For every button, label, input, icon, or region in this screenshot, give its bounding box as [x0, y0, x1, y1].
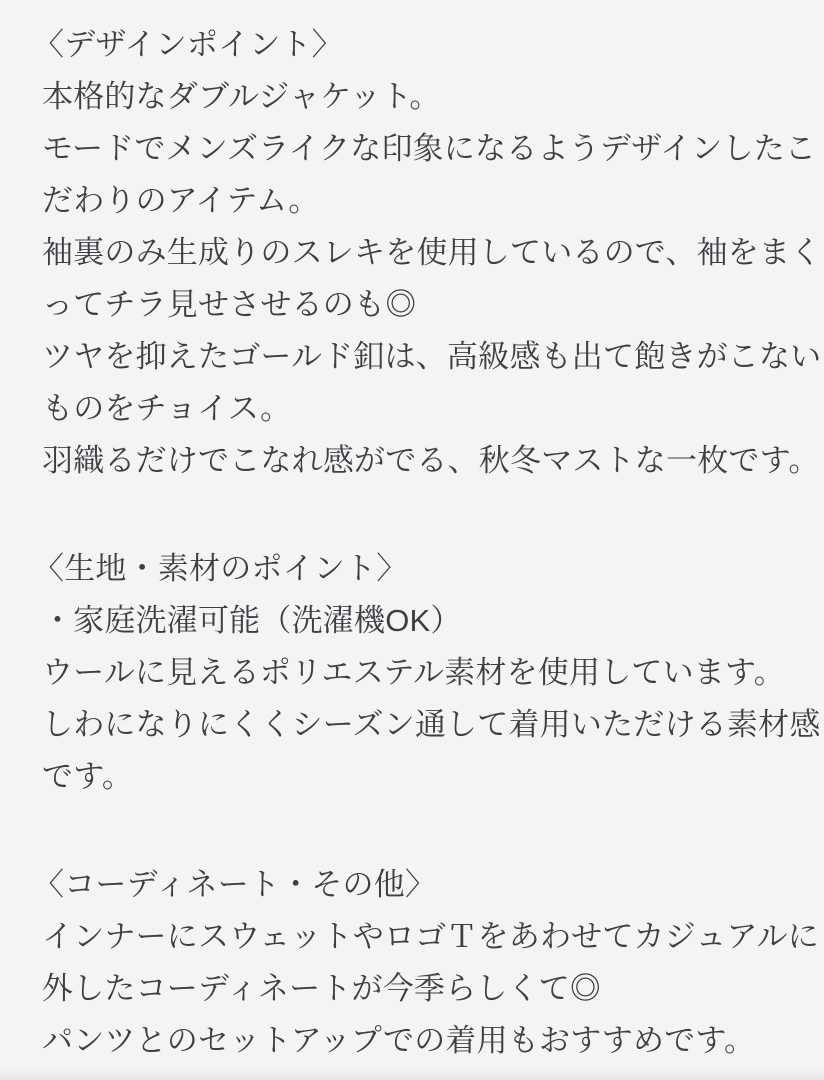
text-line: です。 [42, 759, 134, 794]
text-line: 羽織るだけでこなれ感がでる、秋冬マストな一枚です。 [42, 443, 820, 478]
description-section [28, 859, 819, 1067]
text-line: ってチラ見せさせるのも◎ [42, 287, 417, 322]
description-section [28, 19, 822, 487]
text-line: 袖裏のみ生成りのスレキを使用しているので、袖をまく [42, 235, 822, 270]
text-line: 本格的なダブルジャケット。 [42, 79, 441, 114]
text-line: しわになりにくくシーズン通して着用いただける素材感 [42, 707, 821, 742]
section-heading: 〈コーディネート・その他〉 [33, 867, 437, 902]
text-line: パンツとのセットアップでの着用もおすすめです。 [42, 1023, 756, 1058]
section-heading: 〈生地・素材のポイント〉 [33, 551, 408, 586]
bottom-edge-divider [0, 1066, 824, 1080]
section-heading: 〈デザインポイント〉 [33, 27, 343, 62]
text-line: ウールに見えるポリエステル素材を使用しています。 [42, 655, 785, 690]
text-line: ものをチョイス。 [42, 391, 292, 426]
description-section [28, 543, 821, 803]
text-line: モードでメンズライクな印象になるようデザインしたこ [42, 131, 817, 166]
text-line: ・家庭洗濯可能（洗濯機OK） [42, 603, 462, 638]
text-line: だわりのアイテム。 [42, 183, 320, 218]
text-line: ツヤを抑えたゴールド釦は、高級感も出て飽きがこない [42, 339, 822, 374]
text-line: インナーにスウェットやロゴＴをあわせてカジュアルに [42, 919, 819, 954]
text-line: 外したコーディネートが今季らしくて◎ [42, 971, 602, 1006]
